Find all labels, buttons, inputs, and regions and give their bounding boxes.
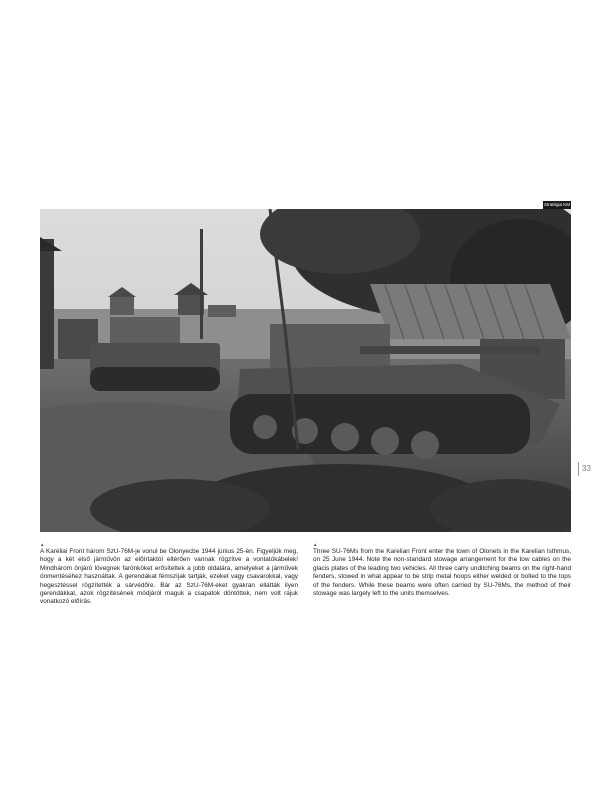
caption-marker-icon: ▲ <box>313 542 318 547</box>
page-number: 33 <box>578 462 598 476</box>
caption-english-text: Three SU-76Ms from the Karelian Front enter the town of Olonets in the Karelian Isthmus, on 25 June 1944. Note the non-standard stowage arrangement for the tow cables on the glacis plates of the leading two vehicles. All three carry unditching beams on the right-hand fenders, stowed in what appear to be strip metal hoops either welded or bolted to the tops of the fenders. While these beams were often carried by SU-76Ms, the method of their stowage was largely left to the units themselves. <box>313 548 571 598</box>
caption-marker-icon: ▲ <box>40 542 45 547</box>
war-photograph <box>40 209 571 532</box>
caption-hungarian-text: A Karéliai Front három SzU-76M-je vonul be Olonyecbe 1944 június 25-én. Figyeljük meg, hogy a két első járművön az előírtaktól eltérően vannak rögzítve a vontatókábelek! Mindhárom önjáró lövegnek farönköket erősítettek a jobb oldalára, amelyeket a járművek önmentéséhez használtak. A gerendákat fémszíjak tartják, ezeket vagy csavarokkal, vagy hegesztéssel rögzítették a sárvédőre. Bár az SzU-76M-eket gyakran ellátták ilyen gerendákkal, azok rögzítésének módjáról maguk a csapatok döntöttek, nem volt rájuk vonatkozó előírás. <box>40 548 298 606</box>
caption-hungarian <box>40 542 298 607</box>
caption-english <box>313 542 571 598</box>
photo-credit: Stratégia KM <box>543 202 570 207</box>
